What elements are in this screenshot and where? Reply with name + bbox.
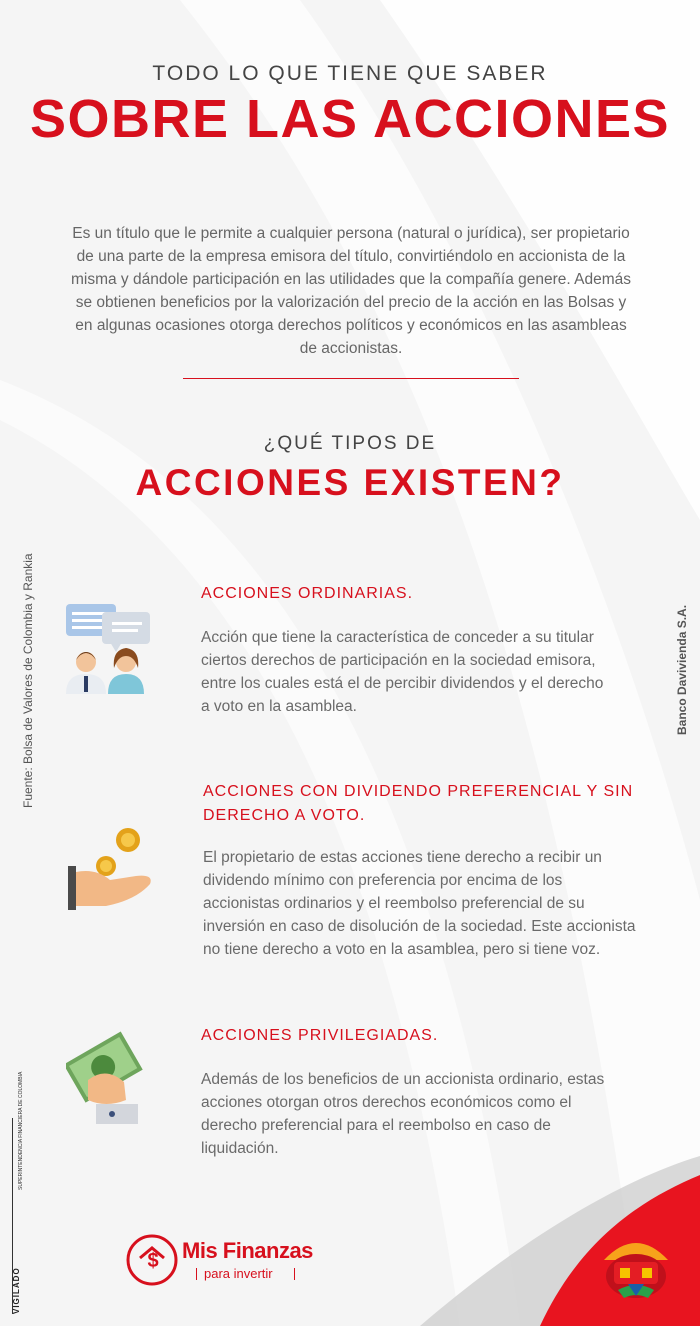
logo-subtitle: para invertir [204,1266,273,1281]
section-divider [183,378,519,379]
logo-bar-right [294,1268,295,1280]
house-logo-icon [598,1226,674,1302]
section-body-ordinarias: Acción que tiene la característica de conceder a su titular ciertos derechos de participación en la sociedad emisora, entre los cuales está el de percibir dividendos y el derecho a voto en la asamblea. [201,629,604,715]
page-kicker: TODO LO QUE TIENE QUE SABER [152,62,548,85]
section-body-preferencial: El propietario de estas acciones tiene derecho a recibir un dividendo mínimo con preferencia por encima de los accionistas ordinarios y el reembolso preferencial de su inversión en caso de disolución de la sociedad. Este accionista no tiene derecho a voto en la asamblea, pero si tiene voz. [203,849,636,958]
logo-title: Mis Finanzas [182,1238,313,1263]
page-title: SOBRE LAS ACCIONES [29,89,671,149]
hand-money-icon [66,1030,146,1126]
section-body-privilegiadas: Además de los beneficios de un accionista ordinario, estas acciones otorgan otros derechos económicos como el derecho preferencial para el reembolso en caso de liquidación. [201,1071,605,1157]
source-note: Fuente: Bolsa de Valores de Colombia y Rankia [21,553,35,808]
dollar-symbol: $ [147,1250,159,1272]
vigilado-label: VIGILADO [12,1267,21,1314]
hand-coins-icon [66,826,156,912]
people-chat-icon [64,602,154,698]
bank-name: Banco Davivienda S.A. [675,604,689,735]
types-title: ACCIONES EXISTEN? [135,462,565,503]
mis-finanzas-logo [126,1232,326,1288]
section-title-preferencial: ACCIONES CON DIVIDENDO PREFERENCIAL Y SIN DERECHO A VOTO. [203,783,634,824]
intro-paragraph: Es un título que le permite a cualquier persona (natural o jurídica), ser propietario de una parte de la empresa emisora del título, convirtiéndolo en accionista de la misma y dándole participación en las utilidades que la compañía genere. Además se obtienen beneficios por la valorización del precio de la acción en las Bolsas y en algunas ocasiones otorga derechos políticos y económicos en las asambleas de accionistas. [70,225,632,357]
section-title-ordinarias: ACCIONES ORDINARIAS. [201,585,414,602]
superintendencia-label: SUPERINTENDENCIA FINANCIERA DE COLOMBIA [18,1071,24,1190]
section-title-privilegiadas: ACCIONES PRIVILEGIADAS. [201,1027,439,1044]
vigilado-stamp [12,1071,26,1314]
types-kicker: ¿QUÉ TIPOS DE [263,433,437,454]
logo-bar-left [196,1268,197,1280]
